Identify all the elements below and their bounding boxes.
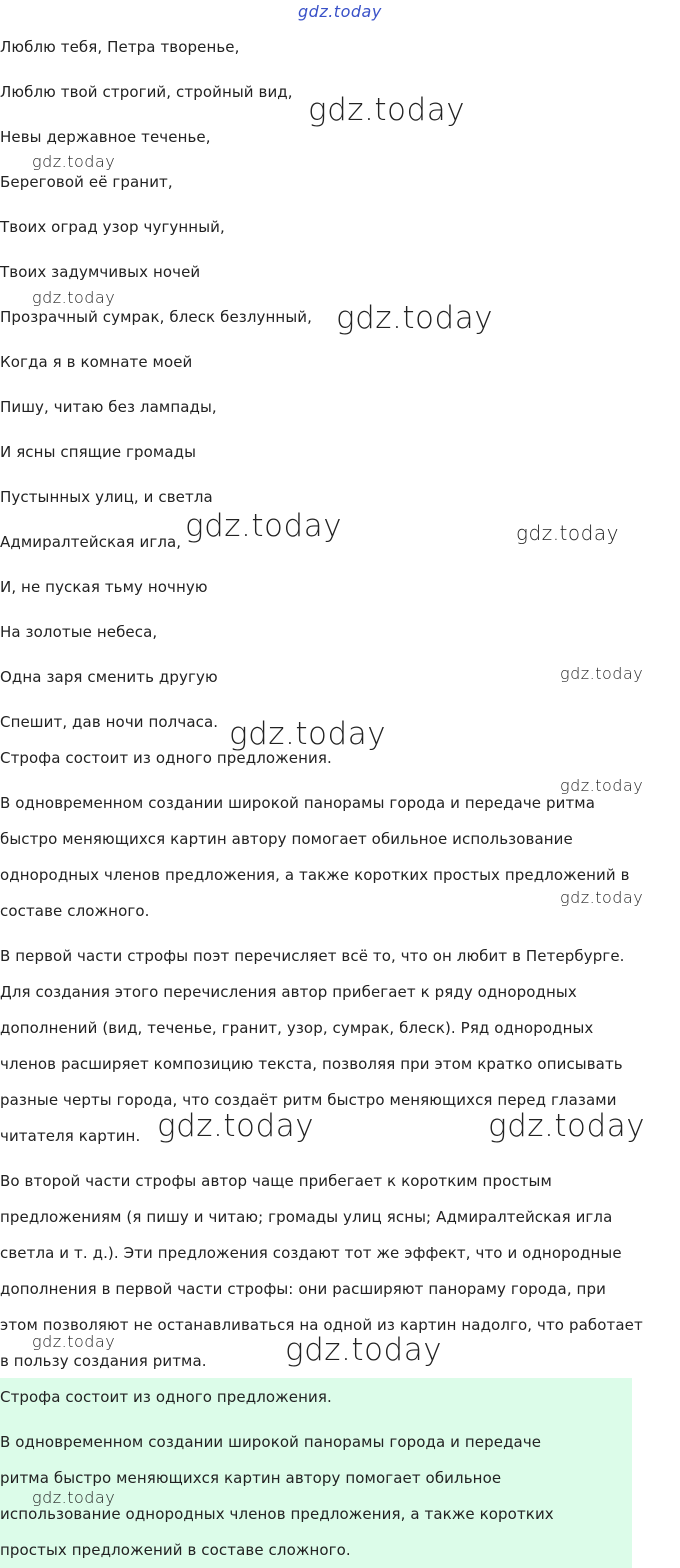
poem-line: И ясны спящие громады xyxy=(0,443,197,461)
explanation-line: Для создания этого перечисления автор прибегает к ряду однородных xyxy=(0,983,577,1001)
watermark: gdz.today xyxy=(32,152,116,171)
header-watermark: gdz.today xyxy=(298,2,382,21)
watermark: gdz.today xyxy=(229,716,387,752)
poem-line: Когда я в комнате моей xyxy=(0,353,193,371)
watermark: gdz.today xyxy=(560,664,644,683)
poem-line: Люблю твой строгий, стройный вид, xyxy=(0,83,293,101)
explanation-line: в пользу создания ритма. xyxy=(0,1352,207,1370)
poem-line: На золотые небеса, xyxy=(0,623,158,641)
explanation-line: Строфа состоит из одного предложения. xyxy=(0,749,332,767)
poem-line: Люблю тебя, Петра творенье, xyxy=(0,38,240,56)
explanation-line: читателя картин. xyxy=(0,1127,141,1145)
explanation-line: дополнения в первой части строфы: они расширяют панораму города, при xyxy=(0,1280,606,1298)
watermark: gdz.today xyxy=(516,521,619,545)
answer-line: Строфа состоит из одного предложения. xyxy=(0,1388,332,1406)
watermark: gdz.today xyxy=(560,888,644,907)
explanation-line: разные черты города, что создаёт ритм быстро меняющихся перед глазами xyxy=(0,1091,617,1109)
watermark: gdz.today xyxy=(185,508,343,544)
explanation-line: Во второй части строфы автор чаще прибегает к коротким простым xyxy=(0,1172,552,1190)
explanation-line: дополнений (вид, теченье, гранит, узор, сумрак, блеск). Ряд однородных xyxy=(0,1019,594,1037)
watermark: gdz.today xyxy=(336,300,494,336)
answer-line: использование однородных членов предложения, а также коротких xyxy=(0,1505,554,1523)
explanation-line: этом позволяют не останавливаться на одной из картин надолго, что работает xyxy=(0,1316,643,1334)
answer-line: В одновременном создании широкой панорамы города и передаче xyxy=(0,1433,542,1451)
watermark: gdz.today xyxy=(157,1108,315,1144)
poem-line: Пустынных улиц, и светла xyxy=(0,488,213,506)
poem-line: И, не пуская тьму ночную xyxy=(0,578,208,596)
explanation-line: составе сложного. xyxy=(0,902,150,920)
watermark: gdz.today xyxy=(32,1332,116,1351)
explanation-line: предложениям (я пишу и читаю; громады улиц ясны; Адмиралтейская игла xyxy=(0,1208,613,1226)
explanation-line: быстро меняющихся картин автору помогает обильное использование xyxy=(0,830,573,848)
poem-line: Пишу, читаю без лампады, xyxy=(0,398,217,416)
poem-line: Адмиралтейская игла, xyxy=(0,533,182,551)
poem-line: Твоих оград узор чугунный, xyxy=(0,218,225,236)
poem-line: Одна заря сменить другую xyxy=(0,668,218,686)
poem-line: Береговой её гранит, xyxy=(0,173,173,191)
poem-line: Спешит, дав ночи полчаса. xyxy=(0,713,219,731)
explanation-line: В одновременном создании широкой панорамы города и передаче ритма xyxy=(0,794,596,812)
watermark: gdz.today xyxy=(560,776,644,795)
watermark: gdz.today xyxy=(488,1108,646,1144)
watermark: gdz.today xyxy=(32,1488,116,1507)
answer-line: ритма быстро меняющихся картин автору помогает обильное xyxy=(0,1469,502,1487)
watermark: gdz.today xyxy=(308,92,466,128)
watermark: gdz.today xyxy=(285,1332,443,1368)
poem-line: Прозрачный сумрак, блеск безлунный, xyxy=(0,308,312,326)
explanation-line: однородных членов предложения, а также коротких простых предложений в xyxy=(0,866,630,884)
answer-line: простых предложений в составе сложного. xyxy=(0,1541,351,1559)
poem-line: Твоих задумчивых ночей xyxy=(0,263,201,281)
explanation-line: В первой части строфы поэт перечисляет всё то, что он любит в Петербурге. xyxy=(0,947,625,965)
explanation-line: членов расширяет композицию текста, позволяя при этом кратко описывать xyxy=(0,1055,623,1073)
watermark: gdz.today xyxy=(32,288,116,307)
explanation-line: светла и т. д.). Эти предложения создают тот же эффект, что и однородные xyxy=(0,1244,622,1262)
poem-line: Невы державное теченье, xyxy=(0,128,211,146)
